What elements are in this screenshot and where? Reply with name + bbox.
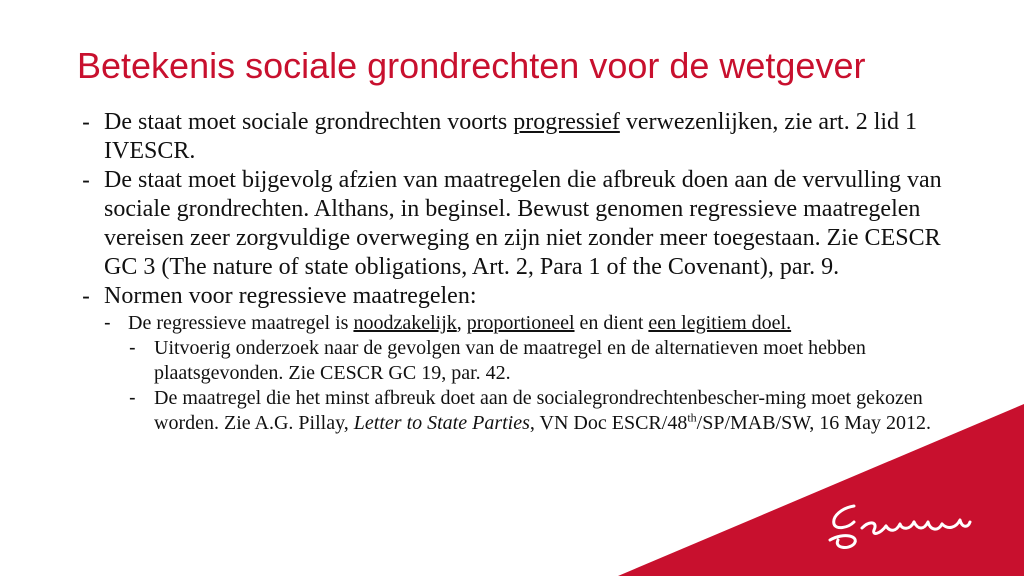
bullet-dash: - xyxy=(129,337,136,359)
bullet-1-text-post: verwezenlijken, zie art. 2 lid 1 IVESCR. xyxy=(104,109,918,164)
bullet-1-text-pre: De staat moet sociale grondrechten voorts xyxy=(104,109,514,135)
underlined-noodzakelijk: noodzakelijk xyxy=(353,312,457,334)
superscript-th: th xyxy=(687,410,697,425)
bullet-1-underlined: progressief xyxy=(513,109,620,135)
sub-sub-bullet-2 xyxy=(78,386,978,436)
bullet-dash: - xyxy=(129,387,136,409)
sub-bullet-1-sep: , xyxy=(456,312,467,334)
underlined-legitiem-doel: een legitiem doel. xyxy=(648,312,792,334)
erasmus-signature-icon xyxy=(824,500,974,552)
sub-sub-bullet-2-text: De maatregel die het minst afbreuk doet aan de socialegrondrechtenbescher-ming moet gekozen worden. Zie A.G. Pillay, xyxy=(154,387,923,434)
sub-bullet-1-text: De regressieve maatregel is xyxy=(128,312,354,334)
sub-sub-bullet-1-text: Uitvoerig onderzoek naar de gevolgen van de maatregel en de alternatieven moet hebben plaatsgevonden. Zie CESCR GC 19, par. 42. xyxy=(154,337,866,384)
sub-sub-bullet-2-date: /SP/MAB/SW, 16 May 2012. xyxy=(696,412,931,434)
bullet-3 xyxy=(78,282,978,311)
sub-sub-bullet-2-doc: , VN Doc ESCR/48 xyxy=(529,412,688,434)
bullet-dash: - xyxy=(82,283,90,310)
bullet-3-text: Normen voor regressieve maatregelen: xyxy=(104,283,477,309)
sub-bullet-1-mid: en dient xyxy=(574,312,649,334)
bullet-dash: - xyxy=(82,167,90,194)
slide-title: Betekenis sociale grondrechten voor de wetgever xyxy=(77,45,866,86)
bullet-dash: - xyxy=(82,109,90,136)
sub-sub-bullet-1 xyxy=(78,336,978,386)
underlined-proportioneel: proportioneel xyxy=(466,312,575,334)
bullet-2-text: De staat moet bijgevolg afzien van maatregelen die afbreuk doen aan de vervulling van sociale grondrechten. Althans, in beginsel. Bewust genomen regressieve maatregelen vereisen zeer zorgvuldige overweging en zijn niet zonder meer toegestaan. Zie CESCR GC 3 (The nature of state obligations, Art. 2, Para 1 of the Covenant), par. 9. xyxy=(104,167,942,280)
slide-body xyxy=(78,108,978,436)
bullet-1 xyxy=(78,108,978,166)
sub-bullet-1 xyxy=(78,311,978,336)
bullet-2 xyxy=(78,166,978,282)
italic-letter-title: Letter to State Parties xyxy=(353,412,530,434)
bullet-dash: - xyxy=(104,312,111,334)
